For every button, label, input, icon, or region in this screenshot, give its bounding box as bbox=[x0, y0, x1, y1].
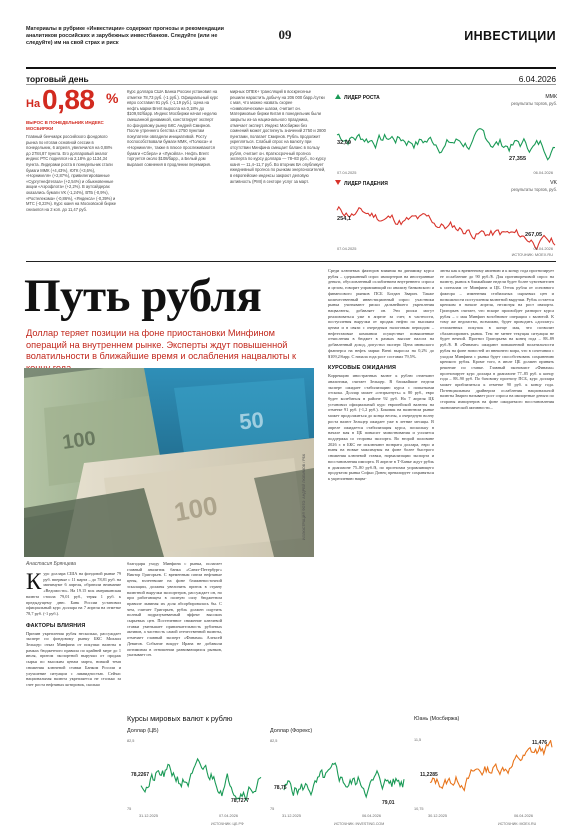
expectations-heading: КУРСОВЫЕ ОЖИДАНИЯ bbox=[328, 365, 397, 372]
article-col-a-text: урс доллара США на фондовой рынке 79 руб. впервые с 11 марта – до 78,81 руб. на минимуме 6 апреля, обратили внимание «Ведомости». На 19.15 мск американская валюта стоила 79,01 руб., теряя 1 руб. к предыдущему дню. Банк России установил официальный курс доллара на 7 апреля на отметке 78,7 руб. (-1 руб.). bbox=[26, 571, 121, 616]
chart-usd-fx-date-start: 31.12.2025 bbox=[282, 814, 302, 818]
arrow-down-icon bbox=[335, 180, 341, 185]
trading-text-col1: Главный бенчмарк российского фондового рынка по итогам основной сессии в понедельник, 6 апреля, увеличился на 0,88% до 2784,87 пункта. Его долларовый аналог индекс РТС поднялся на 2,18% до 1134,34 пункта. Лидерами роста в понедельник стали бумаги ММК (+4,43%), ЮГК (+3,6%), «Норникеля» (+2,87%), привилегированные «Сургутнефтегаза» (+2,54%) и обыкновенные акции «Аэрофлота» (+2,2%). В аутсайдерах оказались бумаги VK (-1,24%), ВТБ (-0,9%), «Ростелекома» (-0,86%), «Яндекса» (-0,39%) и МТС (-0,23%). Курс юаня на Московской бирже снизился на 2 коп. до 11,47 руб. bbox=[26, 134, 116, 212]
photo-credit: ИЛЛЮСТРАЦИЯ ФОТО: АНДРЕЙ ЛЮБИМОВ / РБК bbox=[302, 453, 306, 540]
chart-cny-start: 11,2285 bbox=[420, 772, 438, 778]
index-figure bbox=[26, 86, 122, 120]
currency-chart-usd-cb bbox=[127, 728, 263, 828]
chart-usd-fx-end: 79,01 bbox=[382, 800, 395, 806]
chart-usd-fx-start: 78,75 bbox=[274, 785, 287, 791]
trading-day-rule bbox=[26, 84, 556, 85]
leader-up-company: ММК bbox=[545, 94, 557, 100]
currency-chart-cny bbox=[414, 716, 554, 828]
svg-text:100: 100 bbox=[60, 427, 98, 454]
leader-down-note: результаты торгов, руб. bbox=[511, 187, 557, 192]
leader-up-note: результаты торгов, руб. bbox=[511, 101, 557, 106]
header-rule bbox=[26, 67, 556, 69]
chart-usd-fx-source: ИСТОЧНИК: INVESTING.COM bbox=[334, 822, 385, 826]
index-unit: % bbox=[106, 90, 119, 106]
chart-usd-cb-name: Доллар (ЦБ) bbox=[127, 728, 159, 734]
leader-up-date-start: 07.04.2025 bbox=[337, 170, 357, 175]
index-direction: На bbox=[26, 98, 41, 110]
chart-usd-cb-start: 78,2267 bbox=[131, 772, 150, 778]
leader-down-end: 267,05 bbox=[525, 232, 543, 238]
leader-down-date-start: 07.04.2025 bbox=[337, 246, 357, 251]
currency-chart-usd-forex bbox=[270, 728, 406, 828]
article-col-a2-text: Причин укрепления рубля несколько, рассуждает эксперт по фондовому рынку БКС Михаил Зельцер: отказ Минфина от покупки валюты в рамках бюджетного правила по крайней мере до 1 июля, притом экспортной выручки от продаж сырья по высоким ценам марта, низкий темп снижения ключевой ставки Банком России и улучшение ситуации с ликвидностью. Сейчас национальная валюта укрепляется не столько за счет роста нефтяных котировок, сколько bbox=[26, 630, 121, 687]
trading-day-label: торговый день bbox=[26, 74, 89, 84]
leader-up-end: 27,355 bbox=[509, 156, 527, 162]
banknotes-illustration bbox=[24, 368, 314, 557]
chart-cny-date-end: 06.04.2026 bbox=[514, 814, 534, 818]
leader-down-company: VK bbox=[550, 180, 557, 186]
svg-text:50: 50 bbox=[238, 407, 266, 435]
article-author: Анастасия Брянцева bbox=[26, 561, 76, 567]
leader-source: ИСТОЧНИК: MOEX.RU bbox=[511, 252, 553, 257]
currency-charts-title: Курсы мировых валют к рублю bbox=[127, 714, 233, 723]
index-value: 0,88 bbox=[42, 84, 95, 115]
article-title: Путь рубля bbox=[24, 270, 262, 322]
chart-cny-source: ИСТОЧНИК: MOEX.RU bbox=[498, 822, 537, 826]
chart-usd-cb-source: ИСТОЧНИК: ЦБ РФ bbox=[211, 822, 244, 826]
trading-day-date: 6.04.2026 bbox=[518, 74, 556, 84]
index-caption: ВЫРОС В ПОНЕДЕЛЬНИК ИНДЕКС МОСБИРЖИ bbox=[26, 120, 104, 131]
drop-cap: К bbox=[26, 569, 42, 594]
chart-usd-cb-ymax: 82,5 bbox=[127, 739, 135, 743]
article-col-c-text: Среди ключевых факторов влияния на динамику курса рубля – сдержанный спрос импортеров на иностранные деньги, обусловленный ослаблением внутреннего спроса и целом, говорит управляющий по анализу банковского и финансового рынков ПСБ Богдан Зварич. Также количественный инвестиционный спрос: участники рынка учитывают риски дальнейшего укрепления нацвалюты, добавляет он. Эти риски могут реализоваться уже в апреле за счет, в частности, поступления выручки от продаж нефти по высоким ценам и в связи с очередным налоговым периодом – нефтегазовые компании осуществят повышенные отчисления в бюджет в рамках выплат налога на добавленный доход, допустил эксперт. Цена июньского фьючерса на нефть марки Brent выросла на 0,2% до $109,2/барр. С начала года рост составил 79,5%. bbox=[328, 268, 434, 359]
leader-down-label: ЛИДЕР ПАДЕНИЯ bbox=[344, 181, 388, 187]
chart-cny-plot bbox=[428, 740, 554, 810]
article-lead: Доллар теряет позиции на фоне приостановки Минфином операций на внутреннем рынке. Эксперты ждут повышенной волатильности в ближайшие время и ослабления нацвалюты к bbox=[26, 328, 297, 362]
leader-down-start: 254,1 bbox=[337, 216, 351, 222]
leader-up-date-end: 06.04.2026 bbox=[533, 170, 553, 175]
trading-text-col2: Курс доллара США Банка России установил на отметке 78,73 руб. (-1 руб.). Официальный курс евро составил 91 руб. (-1,19 руб.). Цена на нефть марки Brent выросла на 0,18% до $109,92/барр. Индекс Мосбиржи начал неделю смешанной динамикой, констатирует эксперт по фондовому рынку БКС Андрей Смирнов. После утреннего бегства к 2750 пунктам покупатели овладели инициативой. Росту поспособствовали бумаги ММК, «Полюса» и «Норникеля», также в плюсе прослеживаются бумаги «Сбера» и «Лукойла». Нефть Brent торгуется около $108/барр., а Белый дом выразил сомнения в продлении перемирия. bbox=[127, 89, 219, 167]
section-title: ИНВЕСТИЦИИ bbox=[464, 29, 556, 43]
arrow-up-icon bbox=[335, 94, 341, 99]
article-col-d: люты как к временному явлению и к концу года прогнозирует ее ослабление до 90 руб./$. Для противоречивой спрос на валюту, рынок в ближайшие недели будет более чувствителен к сигналам от Минфина и ЦБ. Отток рубля от основного фактора – изменения стабильных сырьевых цен и возможности поступления валютной выручки. Рубль остается крепким в начале апреля, несмотря на рост импорта. Григорьев считает, что вскоре произойдет разворот курса рубля – с мая Минфин возобновит операции с валютой. К тому же ведомство, возможно, будет проводить «доплату» отложенных покупок в конце мая, что позволит сбалансировать рынок. Тем не менее текущая ситуация не будет вечной. Прогноз Григорьева на конец года – 88–89 руб./$. В «Финаме» ожидают повышенной волатильности рубля на фоне новостей из внешнего мира, что в сочетании с уходом Минфина с рынка будет способствовать сохранению крепкого рубля. Кроме того, в июле ЦБ должен принять решение по ставке. Главный экономист «Финама» прогнозирует курс доллара в диапазоне 77–85 руб. к концу года – 88–90 руб. По базовому прогнозу ПСБ, курс доллара может приблизиться к отметке 90 руб. к концу года. Потенциальным драйвером ослабления национальной валюты Зварич называет рост спроса на импортные деньги по стороны импортеров на фоне ожидаемого восстановления экономической активности.– bbox=[440, 268, 554, 410]
leader-down-title bbox=[335, 180, 388, 187]
article-col-a bbox=[26, 571, 121, 688]
chart-cny-name: Юань (Мосбиржа) bbox=[414, 716, 460, 722]
chart-cny-end: 11,476 bbox=[532, 740, 548, 746]
chart-cny-ymax: 11,5 bbox=[414, 738, 422, 742]
leader-down-date-end: 06.04.2026 bbox=[533, 246, 553, 251]
factors-heading: ФАКТОРЫ ВЛИЯНИЯ bbox=[26, 622, 86, 629]
header-intro: Материалы в рубрике «Инвестиции» содержат прогнозы и рекомендации аналитиков российских и зарубежных инвестбанков. Следуйте (или не следуйте) им на свой страх и риск bbox=[26, 26, 224, 47]
chart-usd-cb-ymin: 75 bbox=[127, 807, 132, 811]
chart-usd-fx-ymax: 82,5 bbox=[270, 739, 278, 743]
leader-down-panel bbox=[335, 180, 557, 260]
chart-usd-cb-end: 78,7277 bbox=[231, 798, 250, 804]
banknotes-photo bbox=[24, 368, 314, 557]
leader-down-chart bbox=[335, 190, 557, 250]
trading-text-col3: мирных ОПЕК+ трансляций в воскресенье решили нарастить добычу на 206 000 барр./сутки с мая, что можно назвать скорее «символическим» шагом, считает он. Материковые биржи Китая в понедельник были закрыты из-за национального праздника, отмечает эксперт. Индекс Мосбиржи без сомнений может достигнуть значений 2750 и 2800 пунктами, полагает Смирнов. Рубль продолжит укрепляться. Слабый спрос на валюту при отсутствии Минфина смещает баланс в пользу рубля, считает он. Краткосрочный прогноз эксперта по курсу доллара — 78–83 руб., по курсу юаня — 11,4–11,7 руб. Во вторник ВА опубликует ежедневный прогноз по рынкам энергоносителей, в европейские индексы закроют деловую активность (PMI) в секторе услуг за март. bbox=[230, 89, 326, 184]
trading-bottom-rule bbox=[26, 261, 556, 262]
chart-cny-ymin: 10,75 bbox=[414, 807, 424, 811]
leader-up-panel bbox=[335, 94, 557, 178]
page-number: 09 bbox=[278, 27, 292, 42]
article-col-c bbox=[328, 268, 434, 482]
leader-up-title bbox=[335, 94, 380, 101]
page-header bbox=[26, 26, 556, 68]
leader-up-label: ЛИДЕР РОСТА bbox=[344, 95, 380, 101]
chart-usd-fx-ymin: 75 bbox=[270, 807, 275, 811]
chart-cny-date-start: 30.12.2025 bbox=[428, 814, 448, 818]
chart-usd-fx-name: Доллар (Форекс) bbox=[270, 728, 313, 734]
chart-usd-cb-date-start: 31.12.2025 bbox=[139, 814, 159, 818]
svg-text:100: 100 bbox=[171, 490, 220, 528]
chart-usd-cb-date-end: 07.04.2026 bbox=[219, 814, 239, 818]
article-col-b: благодаря уходу Минфина с рынка, полагает главный аналитик банка «Санкт-Петербург» Виктор Григорьев. С временным патом нефтяные цены, взлетевшие на фоне ближневосточной эскалации, должны увеличить приток в страну валютной выручки экспортеров, рассуждает он, но при работающем в полную силу бюджетном правиле львиная их доля абсорбировалась бы. С чем, считает Григорьев, рубль должен ощутить полный подразумеваемый эффект высоких сырьевых цен. Постепенное снижение ключевой ставки уменьшает привлекательность рублевых активов, а частность самой отечественной валюты, отмечает главный эксперт «Финама» Алексей Девятов. Событие вокруг Ирана не добавили оптимизма в отношении развивающихся рынков, указывает он. bbox=[127, 561, 222, 658]
leader-up-start: 32,09 bbox=[337, 140, 351, 146]
chart-usd-fx-date-end: 06.04.2026 bbox=[362, 814, 382, 818]
article-col-c2-text: Коррекцию иностранных валют к рублю отмечают аналитики, считает Зельцер. В ближайшие недели эксперт ожидает стабилизацию курса с попытками отскока. Доллар может «отпрыгнуть» к 80 руб., евро будет колебаться в районе 92 руб. На 7 апреля ЦБ установил официальный курс европейской валюты на отметке 91 руб. (-1,2 руб.). Боковик на валютном рынке может продолжиться до конца весны, а очередную волну роста валют Зельцер ожидает уже в летние месяцы. В апреле ожидается стабилизация курса, поскольку в начале мая в ЦБ повысит заимствования и усилится поддержка со стороны экспорта. Во второй половине 2026 г. в БКС не исключают возврата доллара, евро и юаня на новые максимумы на фоне более быстрого снижения ключевой ставки, нормализации экспорта и восстановления импорта. В апреле в Т-Банке ждут рубль в диапазоне 75–80 руб./$, по прогнозам управляющего продуктом рынка Софьи Донец превалирует сохраняться к укреплению нацва- bbox=[328, 373, 434, 481]
